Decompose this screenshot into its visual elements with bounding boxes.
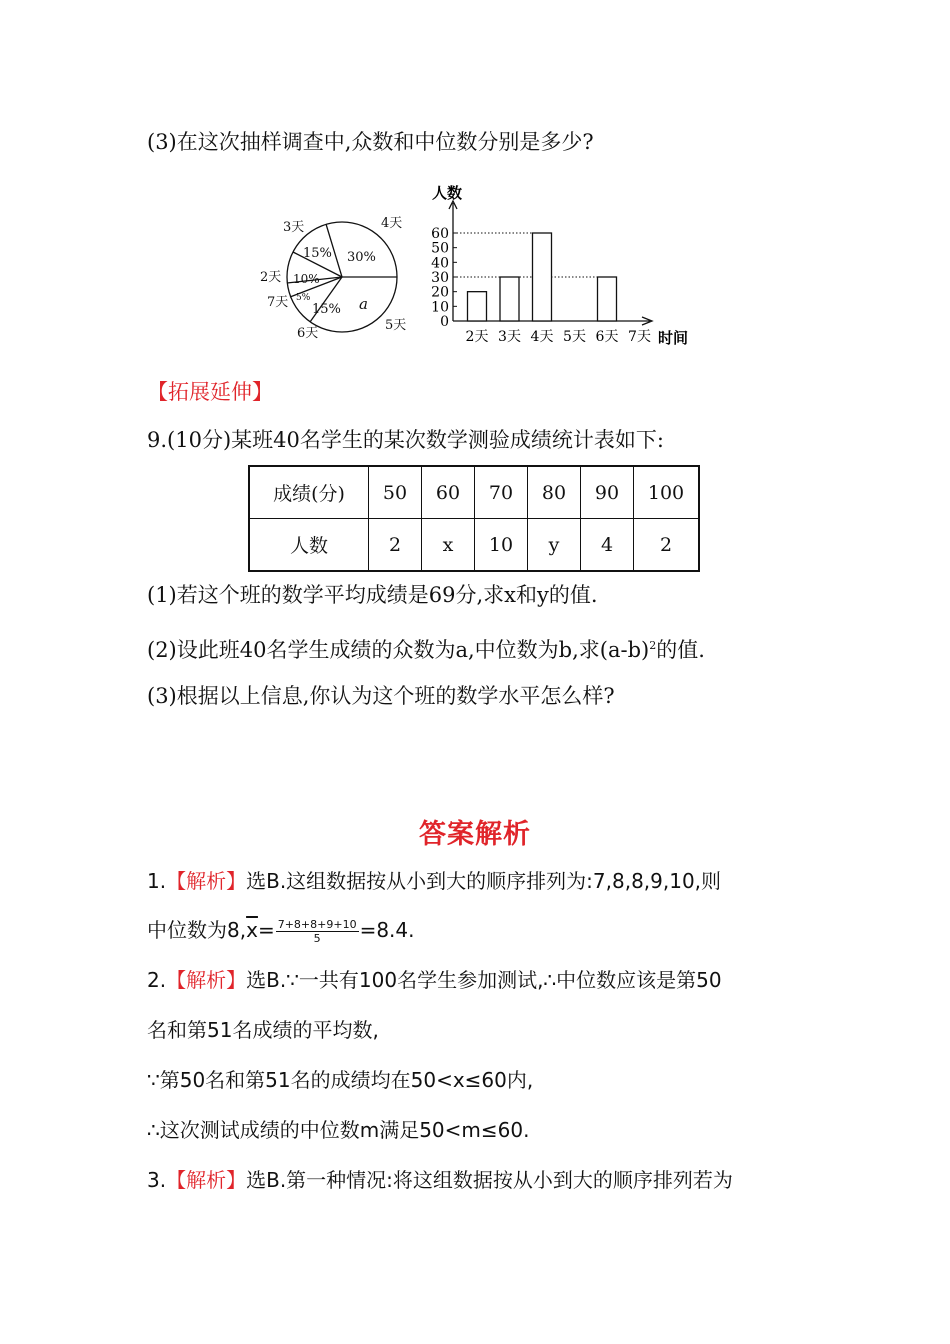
question-8-part-3: (3)在这次抽样调查中,众数和中位数分别是多少? — [147, 130, 594, 154]
q9-2-exponent: 2 — [649, 639, 657, 652]
answer-2-line-1 — [147, 966, 722, 994]
y-tick-label: 20 — [431, 284, 449, 301]
y-tick-label: 50 — [431, 240, 449, 257]
pie-pct-5days: a — [359, 295, 368, 313]
answer-text: 中位数为8, — [147, 918, 247, 942]
table-header-cell: 人数 — [249, 519, 369, 572]
pie-label-5days: 5天 — [385, 318, 407, 333]
bar-chart — [422, 183, 702, 353]
answer-2-line-4: ∴这次测试成绩的中位数m满足50<m≤60. — [147, 1118, 530, 1142]
extension-heading: 【拓展延伸】 — [147, 380, 273, 404]
bar-6天 — [598, 277, 617, 321]
equals-sign: = — [257, 918, 275, 942]
x-tick-label: 7天 — [628, 329, 651, 345]
question-9-part-3: (3)根据以上信息,你认为这个班的数学水平怎么样? — [147, 684, 615, 708]
table-cell: 2 — [634, 519, 700, 572]
table-row — [249, 466, 699, 519]
pie-label-7days: 7天 — [267, 295, 289, 310]
question-9-part-2 — [147, 632, 705, 664]
answer-2-line-3: ∵第50名和第51名的成绩均在50<x≤60内, — [147, 1068, 534, 1092]
fraction-numerator: 7+8+8+9+10 — [277, 918, 357, 931]
table-cell: 60 — [422, 466, 475, 519]
table-cell: 70 — [475, 466, 528, 519]
question-9-intro: 9.(10分)某班40名学生的某次数学测验成绩统计表如下: — [147, 428, 664, 452]
answer-number: 2. — [147, 968, 167, 992]
pie-pct-4days: 30% — [347, 250, 376, 265]
table-cell: 100 — [634, 466, 700, 519]
y-tick-label: 30 — [431, 270, 449, 286]
answer-1-line-1 — [147, 867, 721, 895]
y-axis-title: 人数 — [432, 184, 463, 202]
answer-text: 选B.这组数据按从小到大的顺序排列为:7,8,8,9,10,则 — [246, 869, 722, 893]
answer-3-line-1 — [147, 1166, 733, 1194]
q9-2-text-end: 的值. — [656, 638, 705, 662]
table-cell: 90 — [581, 466, 634, 519]
table-cell: y — [528, 519, 581, 572]
pie-pct-6days: 15% — [312, 302, 341, 317]
analysis-tag: 【解析】 — [166, 869, 247, 893]
score-table — [248, 465, 700, 572]
table-cell: 80 — [528, 466, 581, 519]
analysis-tag: 【解析】 — [166, 968, 247, 992]
x-tick-label: 3天 — [498, 329, 521, 345]
answer-section-title: 答案解析 — [419, 819, 531, 850]
table-cell: 2 — [369, 519, 422, 572]
q9-2-text: (2)设此班40名学生成绩的众数为a,中位数为b,求(a-b) — [147, 638, 650, 662]
y-tick-label: 40 — [431, 255, 449, 272]
pie-pct-3days: 15% — [303, 246, 332, 261]
analysis-tag: 【解析】 — [166, 1168, 247, 1192]
x-tick-label: 6天 — [595, 329, 619, 345]
mean-symbol: $\overline{x}$ — [246, 918, 258, 942]
pie-pct-2days: 10% — [293, 272, 320, 286]
answer-text: 选B.第一种情况:将这组数据按从小到大的顺序排列若为 — [246, 1168, 733, 1192]
table-cell: 50 — [369, 466, 422, 519]
pie-label-3days: 3天 — [283, 220, 305, 235]
table-cell: 10 — [475, 519, 528, 572]
x-tick-label: 5天 — [563, 329, 586, 345]
pie-label-6days: 6天 — [297, 326, 319, 341]
y-tick-label: 60 — [431, 226, 449, 242]
pie-label-2days: 2天 — [260, 270, 282, 285]
table-header-cell: 成绩(分) — [249, 466, 369, 519]
pie-chart — [255, 205, 415, 345]
x-tick-label: 2天 — [465, 329, 489, 345]
y-tick-label: 10 — [431, 299, 449, 316]
answer-2-line-2: 名和第51名成绩的平均数, — [147, 1018, 379, 1042]
answer-number: 3. — [147, 1168, 167, 1192]
answer-number: 1. — [147, 869, 167, 893]
answer-1-line-2 — [147, 916, 414, 945]
pie-pct-7days: 5% — [296, 293, 311, 303]
answer-text: =8.4. — [359, 918, 415, 942]
pie-label-4days: 4天 — [381, 216, 403, 231]
x-tick-label: 4天 — [530, 329, 554, 345]
question-9-part-1: (1)若这个班的数学平均成绩是69分,求x和y的值. — [147, 583, 598, 607]
table-cell: 4 — [581, 519, 634, 572]
mean-fraction — [276, 918, 359, 945]
table-row — [249, 519, 699, 572]
bar-2天 — [468, 292, 487, 321]
fraction-denominator: 5 — [313, 932, 321, 945]
table-cell: x — [422, 519, 475, 572]
x-axis-title: 时间 — [658, 329, 689, 347]
y-tick-label: 0 — [440, 314, 449, 330]
bar-4天 — [533, 233, 552, 321]
answer-text: 选B.∵一共有100名学生参加测试,∴中位数应该是第50 — [246, 968, 722, 992]
bar-3天 — [500, 277, 519, 321]
